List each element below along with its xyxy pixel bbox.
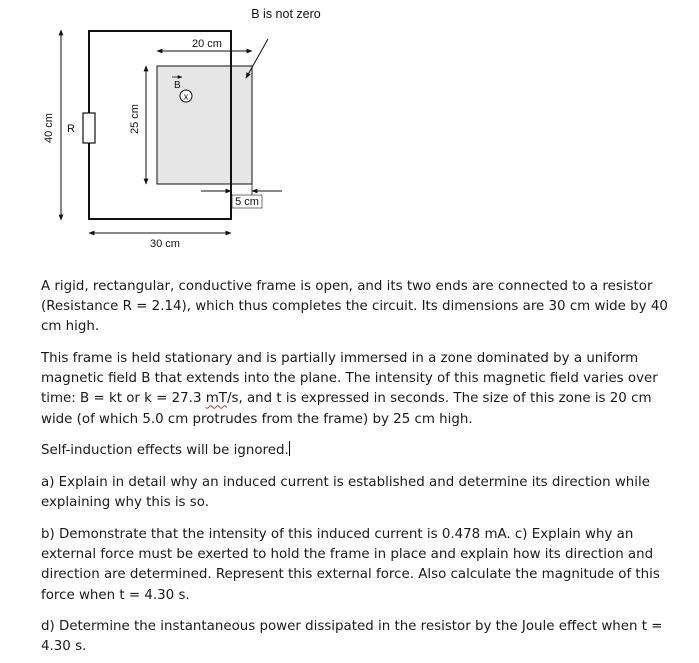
question-a: a) Explain in detail why an induced current is established and determine its direction while explaining why this is so. — [41, 475, 650, 511]
magnetic-field-zone — [157, 66, 252, 184]
p2-start: This frame is held stationary and is partially immersed in a zone dominated by a uniform magnetic field B that extends into the plane. The intensity of this magnetic field varies over time: B = kt or k = 27.3 — [41, 351, 658, 407]
into-plane-mark: x — [183, 91, 189, 102]
circuit-diagram — [0, 0, 699, 262]
question-b-c: b) Demonstrate that the intensity of this induced current is 0.478 mA. c) Explain why an external force must be exerted to hold the frame in place and explain how its direction and direction are determined. Represent this external force. Also calculate the magnitude of this force when t = 4.30 s. — [41, 527, 660, 603]
protrusion-label: 5 cm — [235, 196, 259, 208]
frame-width-label: 30 cm — [150, 238, 180, 250]
p3-text: Self-induction effects will be ignored. — [41, 443, 289, 458]
text-cursor — [289, 441, 290, 456]
caption-pointer-arrow — [246, 39, 268, 78]
question-d: d) Determine the instantaneous power dissipated in the resistor by the Joule effect when t = 4.30 s. — [41, 619, 663, 655]
frame-height-label: 40 cm — [43, 113, 55, 143]
p2-end: /s, and t is expressed in seconds. The size of this zone is 20 cm wide (of which 5.0 cm protrudes from the frame) by 25 cm high. — [41, 391, 652, 427]
paragraph-frame-description: A rigid, rectangular, conductive frame is open, and its two ends are connected to a resistor (Resistance R = 2.14), which thus completes the circuit. Its dimensions are 30 cm wide by 40 cm high. — [41, 279, 668, 335]
paragraph-magnetic-field — [41, 349, 677, 430]
field-width-label: 20 cm — [192, 38, 222, 50]
resistor — [83, 113, 95, 143]
paragraph-self-induction[interactable] — [41, 441, 677, 461]
spellcheck-word: mT — [205, 391, 227, 407]
field-height-label: 25 cm — [129, 104, 141, 134]
caption-b-not-zero: B is not zero — [251, 7, 321, 21]
field-vector-label: B — [174, 80, 181, 91]
resistor-label: R — [67, 123, 75, 135]
